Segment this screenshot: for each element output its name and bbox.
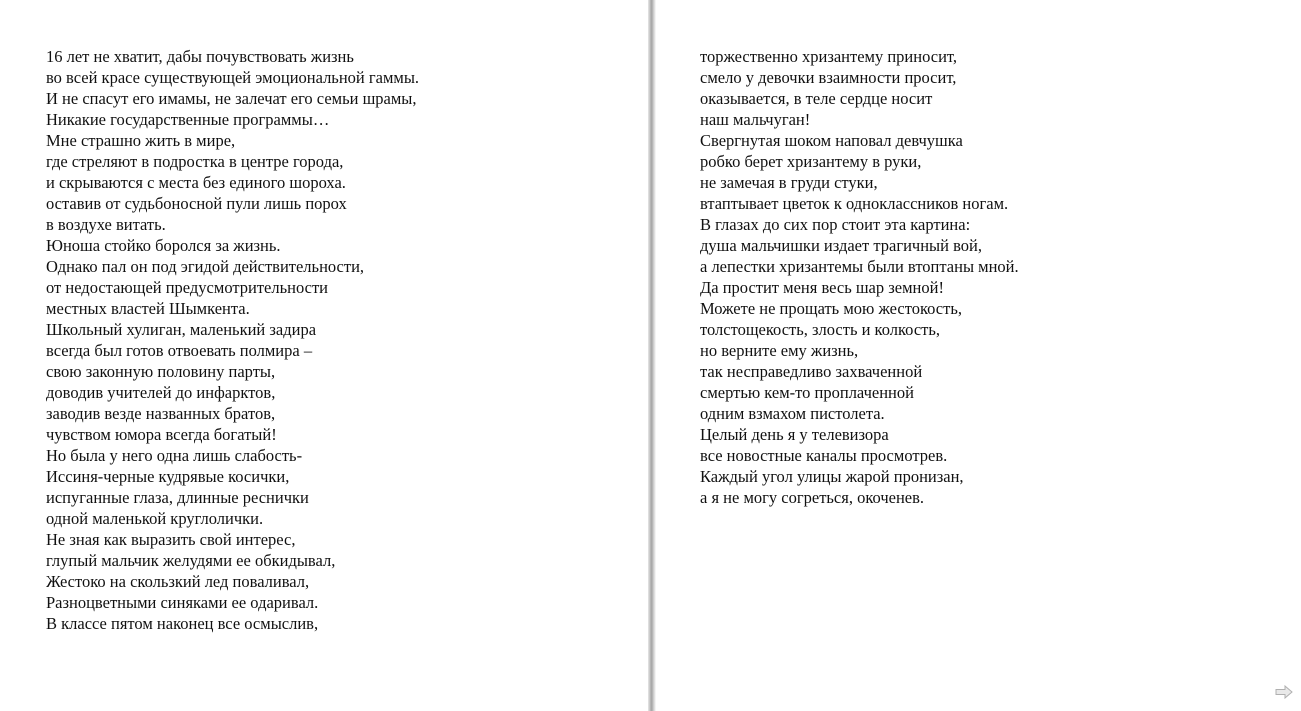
poem-line: а я не могу согреться, окоченев. xyxy=(700,488,925,507)
poem-line: все новостные каналы просмотрев. xyxy=(700,446,948,465)
poem-line: втаптывает цветок к одноклассников ногам. xyxy=(700,194,1009,213)
poem-line: толстощекость, злость и колкость, xyxy=(700,320,941,339)
poem-line: 16 лет не хватит, дабы почувствовать жизнь xyxy=(46,47,354,66)
poem-line: Мне страшно жить в мире, xyxy=(46,131,236,150)
poem-line: Можете не прощать мою жестокость, xyxy=(700,299,962,318)
poem-line: и скрываются с места без единого шороха. xyxy=(46,173,346,192)
poem-line: заводив везде названных братов, xyxy=(46,404,276,423)
poem-line: Школьный хулиган, маленький задира xyxy=(46,320,317,339)
poem-line: Иссиня-черные кудрявые косички, xyxy=(46,467,290,486)
poem-line: испуганные глаза, длинные реснички xyxy=(46,488,309,507)
poem-line: одним взмахом пистолета. xyxy=(700,404,885,423)
poem-line: Целый день я у телевизора xyxy=(700,425,889,444)
poem-line: одной маленькой круглолички. xyxy=(46,509,264,528)
poem-text-right xyxy=(700,46,1019,508)
poem-line: от недостающей предусмотрительности xyxy=(46,278,328,297)
poem-line: И не спасут его имамы, не залечат его семьи шрамы, xyxy=(46,89,417,108)
poem-line: Никакие государственные программы… xyxy=(46,110,330,129)
poem-line: так несправедливо захваченной xyxy=(700,362,923,381)
poem-line: оказывается, в теле сердце носит xyxy=(700,89,933,108)
poem-line: Свергнутая шоком наповал девчушка xyxy=(700,131,963,150)
page-right xyxy=(656,0,1301,711)
poem-line: Юноша стойко боролся за жизнь. xyxy=(46,236,281,255)
poem-line: Но была у него одна лишь слабость- xyxy=(46,446,303,465)
poem-line: но верните ему жизнь, xyxy=(700,341,859,360)
page-separator xyxy=(648,0,656,711)
poem-line: Не зная как выразить свой интерес, xyxy=(46,530,296,549)
poem-line: во всей красе существующей эмоциональной гаммы. xyxy=(46,68,420,87)
poem-line: Каждый угол улицы жарой пронизан, xyxy=(700,467,964,486)
poem-line: В классе пятом наконец все осмыслив, xyxy=(46,614,319,633)
poem-line: глупый мальчик желудями ее обкидывал, xyxy=(46,551,336,570)
poem-line: а лепестки хризантемы были втоптаны мной. xyxy=(700,257,1019,276)
poem-line: не замечая в груди стуки, xyxy=(700,173,878,192)
poem-line: смело у девочки взаимности просит, xyxy=(700,68,957,87)
poem-line: Да простит меня весь шар земной! xyxy=(700,278,944,297)
poem-line: душа мальчишки издает трагичный вой, xyxy=(700,236,982,255)
arrow-right-icon[interactable] xyxy=(1275,685,1293,699)
poem-line: торжественно хризантему приносит, xyxy=(700,47,957,66)
poem-line: оставив от судьбоносной пули лишь порох xyxy=(46,194,347,213)
poem-line: доводив учителей до инфарктов, xyxy=(46,383,276,402)
poem-line: чувством юмора всегда богатый! xyxy=(46,425,277,444)
poem-text-left xyxy=(46,46,419,634)
poem-line: всегда был готов отвоевать полмира – xyxy=(46,341,313,360)
poem-line: Однако пал он под эгидой действительности, xyxy=(46,257,365,276)
poem-line: Разноцветными синяками ее одаривал. xyxy=(46,593,319,612)
poem-line: смертью кем-то проплаченной xyxy=(700,383,914,402)
poem-line: робко берет хризантему в руки, xyxy=(700,152,922,171)
poem-line: где стреляют в подростка в центре города, xyxy=(46,152,344,171)
poem-line: свою законную половину парты, xyxy=(46,362,276,381)
poem-line: Жестоко на скользкий лед поваливал, xyxy=(46,572,310,591)
poem-line: в воздухе витать. xyxy=(46,215,166,234)
poem-line: В глазах до сих пор стоит эта картина: xyxy=(700,215,971,234)
arrow-right-icon-graphic xyxy=(1275,685,1293,699)
page-left xyxy=(0,0,648,711)
poem-line: местных властей Шымкента. xyxy=(46,299,250,318)
poem-line: наш мальчуган! xyxy=(700,110,811,129)
